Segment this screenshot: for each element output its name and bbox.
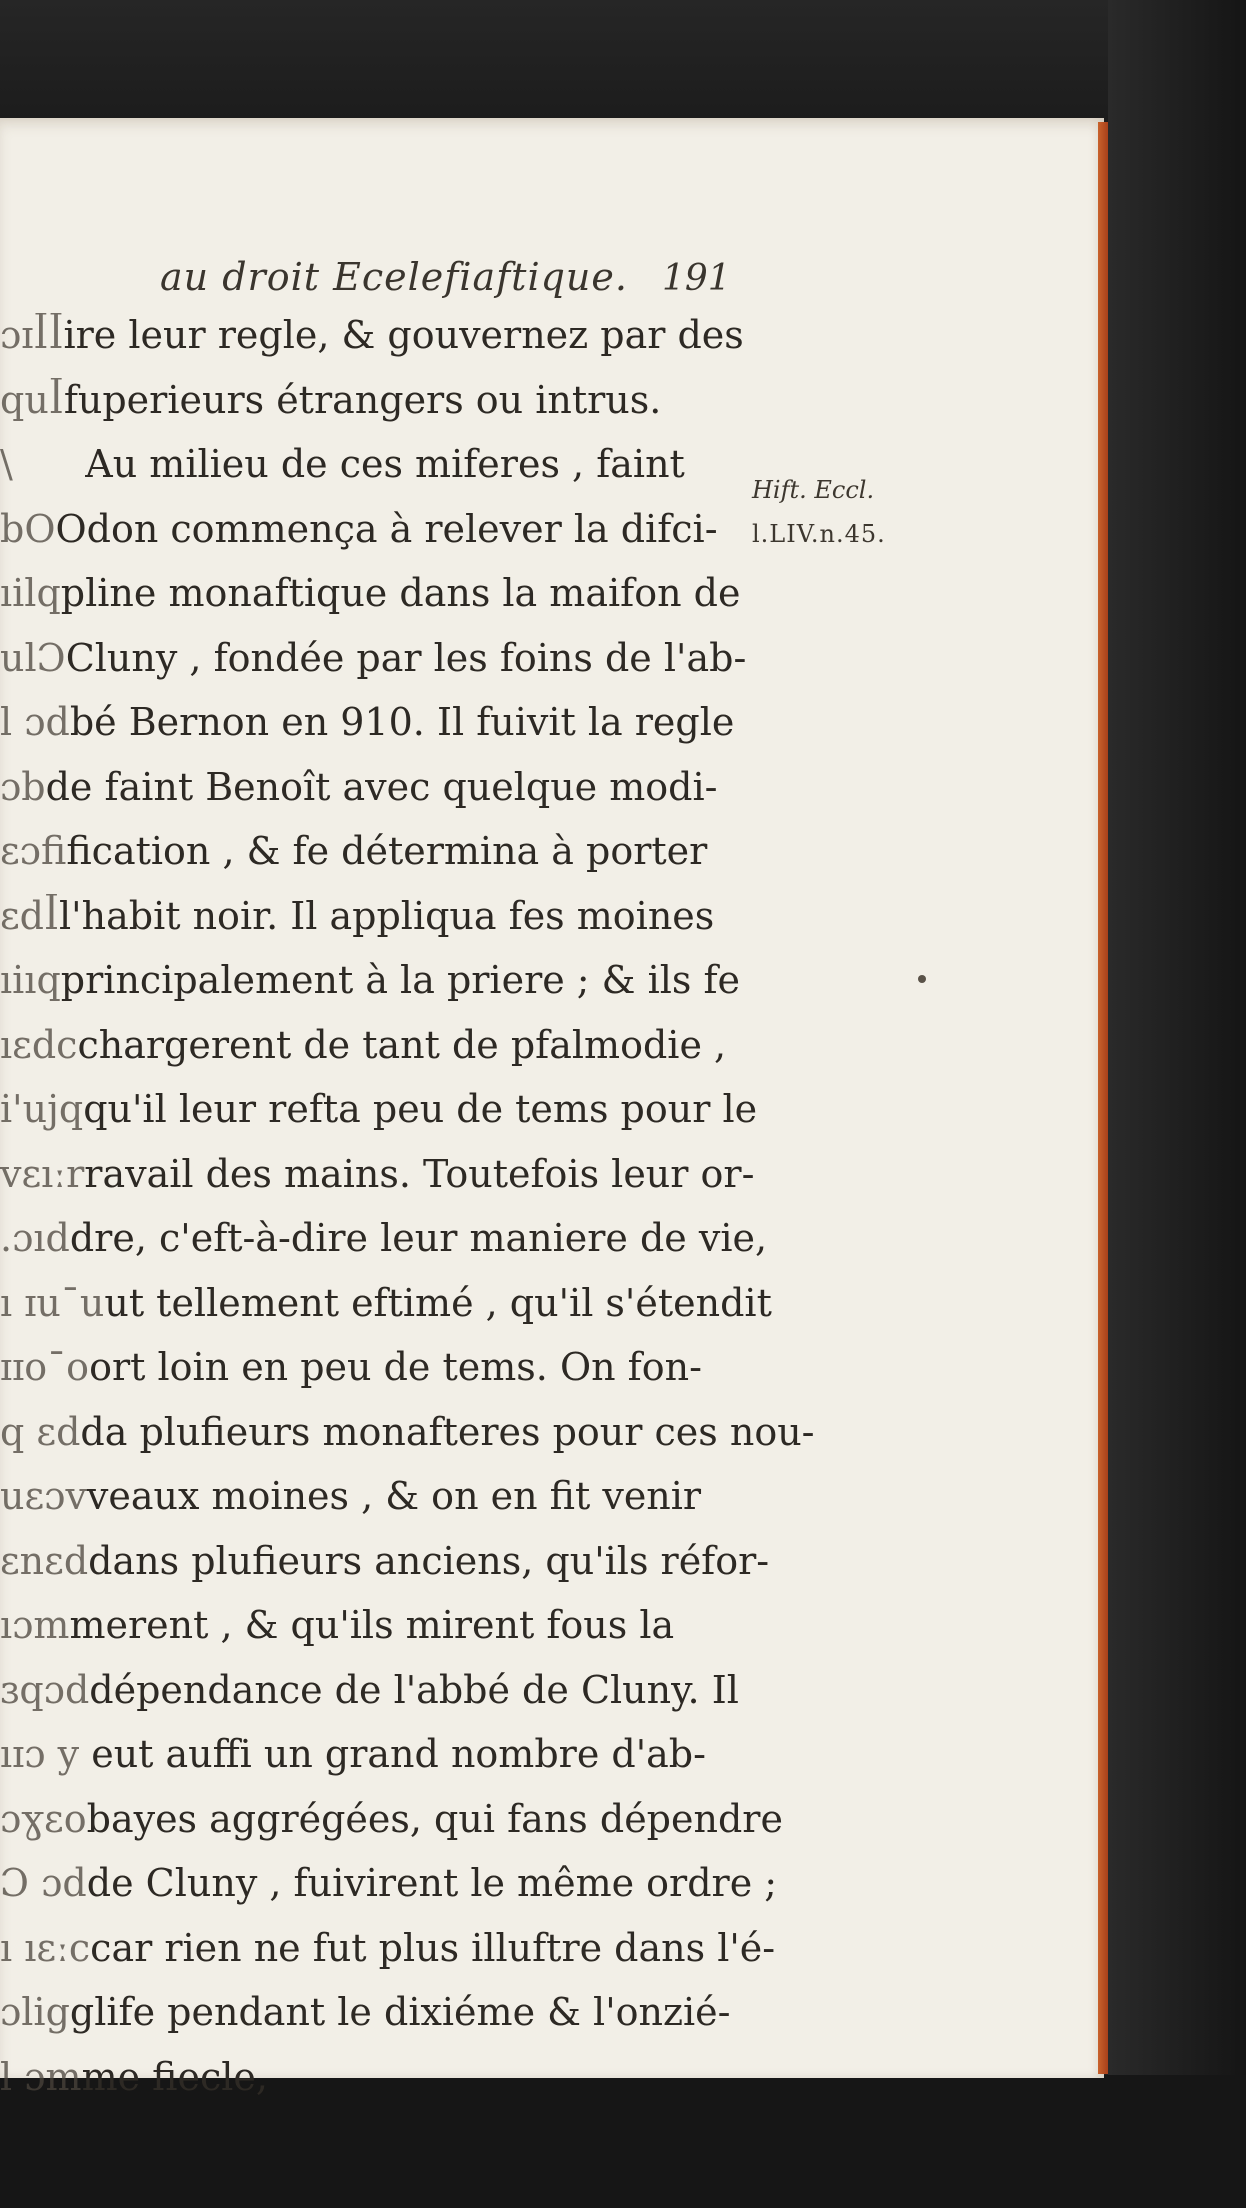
text-line: q ɛdda plufieurs monafteres pour ces nou- [0, 1409, 815, 1454]
margin-note-source: Hift. Eccl. [752, 476, 875, 504]
text-line: ıɔmmerent , & qu'ils mirent fous la [0, 1603, 675, 1647]
text-line: quꟾfuperieurs étrangers ou intrus. [0, 377, 662, 422]
margin-note-reference: l.LIV.n.45. [752, 520, 886, 548]
text-line: bOOdon commença à relever la difci- [0, 506, 718, 551]
page-red-edge [1098, 122, 1108, 2074]
text-line: ıɛdcchargerent de tant de pfalmodie , [0, 1022, 727, 1067]
text-line: ɔɣɛobayes aggrégées, qui fans dépendre [0, 1796, 783, 1841]
text-line: ɜqɔddépendance de l'abbé de Cluny. Il [0, 1667, 739, 1712]
text-line: ɔbde faint Benoît avec quelque modi- [0, 764, 718, 809]
text-line: ɛnɛddans plufieurs anciens, qu'ils réfor- [0, 1538, 770, 1583]
text-line: ı ıɛːccar rien ne fut plus illuftre dans l'é- [0, 1925, 776, 1970]
text-line: ıiıqprincipalement à la priere ; & ils fe [0, 958, 741, 1002]
text-line: ɛɔfification , & fe détermina à porter [0, 829, 708, 873]
text-line: uɛɔvveaux moines , & on en fit venir [0, 1474, 702, 1518]
text-line: ıilqpline monaftique dans la maifon de [0, 571, 741, 615]
text-line: ulƆCluny , fondée par les foins de l'ab- [0, 635, 747, 680]
text-line: vɛıːrravail des mains. Toutefois leur or- [0, 1151, 755, 1196]
page-number: 191 [662, 258, 731, 299]
text-line: ɔɪꟾꟾire leur regle, & gouvernez par des [0, 313, 744, 357]
text-line: l ɔdbé Bernon en 910. Il fuivit la regle [0, 700, 735, 744]
text-line: ɛdꟾl'habit noir. Il appliqua fes moines [0, 893, 715, 938]
text-line: \ Au milieu de ces miferes , faint [0, 442, 685, 486]
text-line: ɔligglife pendant le dixiéme & l'onzié- [0, 1990, 731, 2034]
text-line: ɪɪoˉoort loin en peu de tems. On fon- [0, 1345, 702, 1389]
scan-background-right [1108, 0, 1246, 2208]
text-line: Ɔ ɔdde Cluny , fuivirent le même ordre ; [0, 1861, 778, 1905]
text-line: ıɪɔ y eut auffi un grand nombre d'ab- [0, 1732, 706, 1776]
text-line: ı ɪuˉuut tellement eftimé , qu'il s'étendit [0, 1280, 772, 1325]
ink-speck [918, 975, 926, 983]
text-line: i'ujqqu'il leur refta peu de tems pour le [0, 1087, 758, 1131]
scan-background-top [0, 0, 1246, 122]
running-head: au droit Ecelefiaftique. [160, 255, 628, 299]
text-line: l ɔmme fiecle, [0, 2054, 268, 2099]
text-line: .ɔıddre, c'eft-à-dire leur maniere de vie, [0, 1216, 768, 1260]
